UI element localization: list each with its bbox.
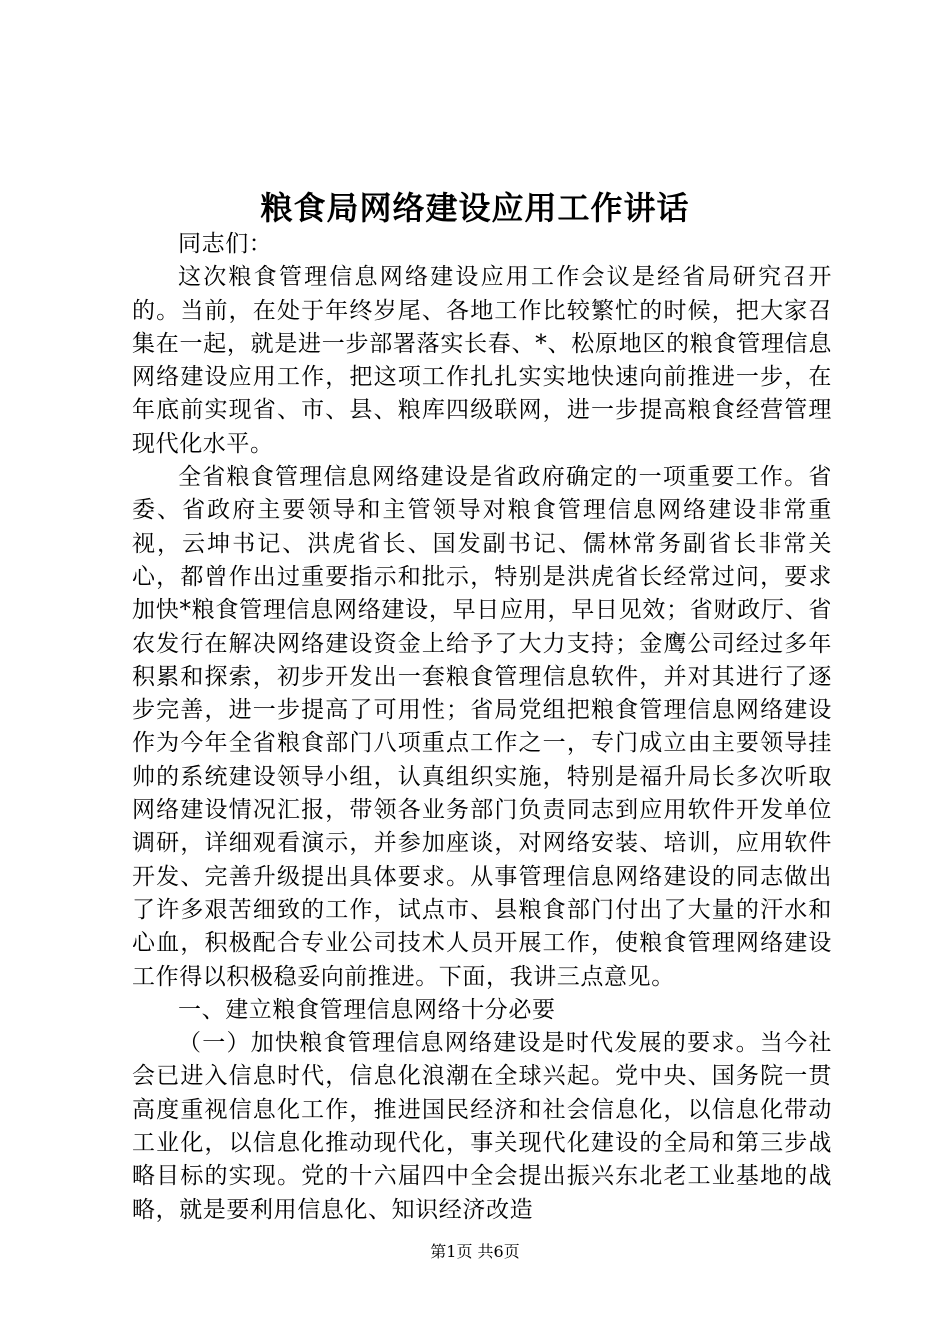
salutation: 同志们：	[178, 231, 273, 257]
section-heading-1: 一、建立粮食管理信息网络十分必要	[178, 996, 556, 1023]
paragraph-3: （一）加快粮食管理信息网络建设是时代发展的要求。当今社会已进入信息时代，信息化浪潮在全球兴起。党中央、国务院一贯高度重视信息化工作，推进国民经济和社会信息化，以信息化带动工业化，以信息化推动现代化，事关现代化建设的全局和第三步战略目标的实现。党的十六届四中全会提出振兴东北老工业基地的战略，就是要利用信息化、知识经济改造	[132, 1030, 832, 1223]
document-title: 粮食局网络建设应用工作讲话	[260, 189, 690, 227]
document-body	[132, 228, 832, 1227]
page-footer: 第1页 共6页	[430, 1242, 520, 1261]
paragraph-2: 全省粮食管理信息网络建设是省政府确定的一项重要工作。省委、省政府主要领导和主管领导对粮食管理信息网络建设非常重视，云坤书记、洪虎省长、国发副书记、儒林常务副省长非常关心，都曾作出过重要指示和批示，特别是洪虎省长经常过问，要求加快*粮食管理信息网络建设，早日应用，早日见效；省财政厅、省农发行在解决网络建设资金上给予了大力支持；金鹰公司经过多年积累和探索，初步开发出一套粮食管理信息软件，并对其进行了逐步完善，进一步提高了可用性；省局党组把粮食管理信息网络建设作为今年全省粮食部门八项重点工作之一，专门成立由主要领导挂帅的系统建设领导小组，认真组织实施，特别是福升局长多次听取网络建设情况汇报，带领各业务部门负责同志到应用软件开发单位调研，详细观看演示，并参加座谈，对网络安装、培训，应用软件开发、完善升级提出具体要求。从事管理信息网络建设的同志做出了许多艰苦细致的工作，试点市、县粮食部门付出了大量的汗水和心血，积极配合专业公司技术人员开展工作，使粮食管理网络建设工作得以积极稳妥向前推进。下面，我讲三点意见。	[132, 464, 832, 990]
paragraph-1: 这次粮食管理信息网络建设应用工作会议是经省局研究召开的。当前，在处于年终岁尾、各地工作比较繁忙的时候，把大家召集在一起，就是进一步部署落实长春、*、松原地区的粮食管理信息网络建设应用工作，把这项工作扎扎实实地快速向前推进一步，在年底前实现省、市、县、粮库四级联网，进一步提高粮食经营管理现代化水平。	[132, 264, 832, 457]
